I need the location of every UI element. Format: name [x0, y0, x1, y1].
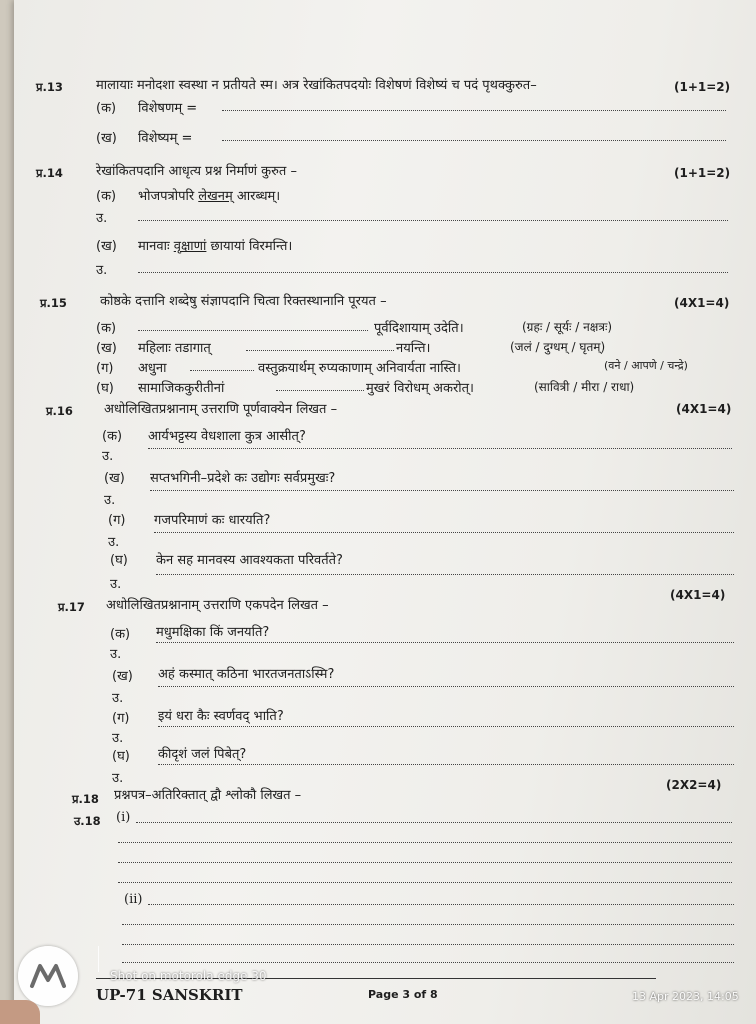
- q15-item-b-text-start: महिलाः तडागात्: [138, 341, 211, 356]
- q13-item-a-label: (क): [96, 101, 117, 116]
- q17-item-c-label: (ग): [112, 711, 130, 726]
- question-18-marks: (2X2=4): [666, 778, 722, 792]
- answer-line: [118, 842, 732, 843]
- blank-line: [190, 370, 254, 371]
- watermark-divider: [98, 946, 99, 972]
- answer-line: [156, 642, 734, 643]
- answer-line: [118, 882, 732, 883]
- answer-line: [138, 272, 728, 273]
- question-18-number: प्र.18: [72, 792, 99, 806]
- q17-item-d-text: कीदृशं जलं पिबेत्?: [158, 747, 247, 762]
- q15-item-c-label: (ग): [96, 361, 114, 376]
- question-16-number: प्र.16: [46, 404, 73, 418]
- question-16-marks: (4X1=4): [676, 402, 732, 416]
- q15-item-d-options: (सावित्री / मीरा / राधा): [534, 380, 635, 394]
- answer-prefix: उ.: [96, 211, 108, 226]
- q17-item-b-text: अहं कस्मात् कठिना भारतजनताऽस्मि?: [158, 667, 335, 682]
- q15-item-c-options: (वने / आपणे / चन्द्रे): [604, 359, 688, 372]
- answer-line: [158, 726, 734, 727]
- answer-part-i: (i): [116, 810, 131, 825]
- answer-prefix: उ.: [96, 263, 108, 278]
- answer-prefix: उ.: [112, 771, 124, 786]
- answer-prefix: उ.: [110, 577, 122, 592]
- q13-item-a-text: विशेषणम् =: [138, 101, 198, 116]
- answer-line: [122, 924, 734, 925]
- motorola-logo-icon: [18, 946, 78, 1006]
- q15-item-b-options: (जलं / दुग्धम् / घृतम्): [510, 340, 606, 354]
- question-14-text: रेखांकितपदानि आधृत्य प्रश्न निर्माणं कुरुत –: [96, 164, 297, 179]
- page-number: Page 3 of 8: [368, 988, 438, 1001]
- q16-item-b-text: सप्तभगिनी–प्रदेशे कः उद्योगः सर्वप्रमुखः?: [150, 471, 336, 486]
- q15-item-d-text-start: सामाजिककुरीतीनां: [138, 381, 225, 396]
- q15-item-b-text-end: नयन्ति।: [396, 341, 431, 356]
- q16-item-d-label: (घ): [110, 553, 128, 568]
- q15-item-c-text-start: अधुना: [138, 361, 167, 376]
- answer-18-number: उ.18: [74, 814, 101, 828]
- finger-edge: [0, 1000, 40, 1024]
- answer-line: [136, 822, 732, 823]
- question-17-marks: (4X1=4): [670, 588, 726, 602]
- question-15-number: प्र.15: [40, 296, 67, 310]
- question-14-number: प्र.14: [36, 166, 63, 180]
- question-16-text: अधोलिखितप्रश्नानाम् उत्तराणि पूर्णवाक्येन लिखत –: [104, 402, 338, 417]
- answer-line: [156, 574, 734, 575]
- underlined-word: वृक्षाणां: [173, 239, 207, 254]
- q14-item-b-sentence: मानवाः वृक्षाणां छायायां विरमन्ति।: [138, 239, 293, 254]
- q13-item-b-text: विशेष्यम् =: [138, 131, 193, 146]
- blank-line: [246, 350, 394, 351]
- answer-line: [138, 220, 728, 221]
- answer-line: [154, 532, 734, 533]
- question-15-marks: (4X1=4): [674, 296, 730, 310]
- answer-line: [122, 962, 734, 963]
- q16-item-d-text: केन सह मानवस्य आवश्यकता परिवर्तते?: [156, 553, 343, 568]
- camera-watermark: Shot on motorola edge 30: [110, 969, 267, 983]
- q15-item-a-options: (ग्रहः / सूर्यः / नक्षत्रः): [522, 320, 613, 334]
- answer-line: [148, 448, 732, 449]
- q15-item-d-label: (घ): [96, 381, 114, 396]
- q15-item-b-label: (ख): [96, 341, 117, 356]
- q15-item-d-text-end: मुखरं विरोधम् अकरोत्।: [366, 381, 474, 396]
- q17-item-c-text: इयं धरा कैः स्वर्णवद् भाति?: [158, 709, 284, 724]
- q15-item-a-label: (क): [96, 321, 117, 336]
- q14-item-a-label: (क): [96, 189, 117, 204]
- q16-item-c-label: (ग): [108, 513, 126, 528]
- question-13-text: मालायाः मनोदशा स्वस्था न प्रतीयते स्म। अत्र रेखांकितपदयोः विशेषणं विशेष्यं च पदं पृथक्कुरुत–: [96, 78, 537, 93]
- answer-line: [118, 862, 732, 863]
- q14-item-a-sentence: भोजपत्रोपरि लेखनम् आरब्धम्।: [138, 189, 281, 204]
- underlined-word: लेखनम्: [198, 189, 233, 204]
- answer-prefix: उ.: [104, 493, 116, 508]
- answer-line: [158, 764, 734, 765]
- answer-line: [150, 490, 734, 491]
- answer-part-ii: (ii): [124, 892, 143, 907]
- answer-prefix: उ.: [112, 691, 124, 706]
- q15-item-a-text: पूर्वदिशायाम् उदेति।: [374, 321, 464, 336]
- answer-prefix: उ.: [102, 449, 114, 464]
- question-14-marks: (1+1=2): [674, 166, 731, 180]
- question-18-text: प्रश्नपत्र–अतिरिक्तात् द्वौ श्लोकौ लिखत –: [114, 788, 302, 803]
- question-15-text: कोष्ठके दत्तानि शब्देषु संज्ञापदानि चित्वा रिक्तस्थानानि पूरयत –: [100, 294, 387, 309]
- answer-line: [148, 904, 734, 905]
- q17-item-a-label: (क): [110, 627, 131, 642]
- q17-item-b-label: (ख): [112, 669, 133, 684]
- q16-item-b-label: (ख): [104, 471, 125, 486]
- blank-line: [276, 390, 364, 391]
- question-17-text: अधोलिखितप्रश्नानाम् उत्तराणि एकपदेन लिखत –: [106, 598, 329, 613]
- answer-prefix: उ.: [108, 535, 120, 550]
- q16-item-c-text: गजपरिमाणं कः धारयति?: [154, 513, 271, 528]
- question-17-number: प्र.17: [58, 600, 85, 614]
- exam-page: [14, 0, 756, 1024]
- question-13-number: प्र.13: [36, 80, 63, 94]
- question-13-marks: (1+1=2): [674, 80, 731, 94]
- blank-line: [138, 330, 368, 331]
- q17-item-d-label: (घ): [112, 749, 130, 764]
- answer-prefix: उ.: [112, 731, 124, 746]
- answer-line: [222, 110, 726, 111]
- answer-line: [222, 140, 726, 141]
- answer-line: [122, 944, 734, 945]
- q16-item-a-label: (क): [102, 429, 123, 444]
- q17-item-a-text: मधुमक्षिका किं जनयति?: [156, 625, 270, 640]
- paper-code: UP-71 SANSKRIT: [96, 986, 243, 1004]
- answer-line: [158, 686, 734, 687]
- answer-prefix: उ.: [110, 647, 122, 662]
- photo-timestamp: 13 Apr 2023, 14:05: [632, 990, 739, 1003]
- q16-item-a-text: आर्यभट्टस्य वेधशाला कुत्र आसीत्?: [148, 429, 306, 444]
- q14-item-b-label: (ख): [96, 239, 117, 254]
- q15-item-c-text-end: वस्तुक्रयार्थम् रुप्यकाणाम् अनिवार्यता नास्ति।: [258, 361, 461, 376]
- q13-item-b-label: (ख): [96, 131, 117, 146]
